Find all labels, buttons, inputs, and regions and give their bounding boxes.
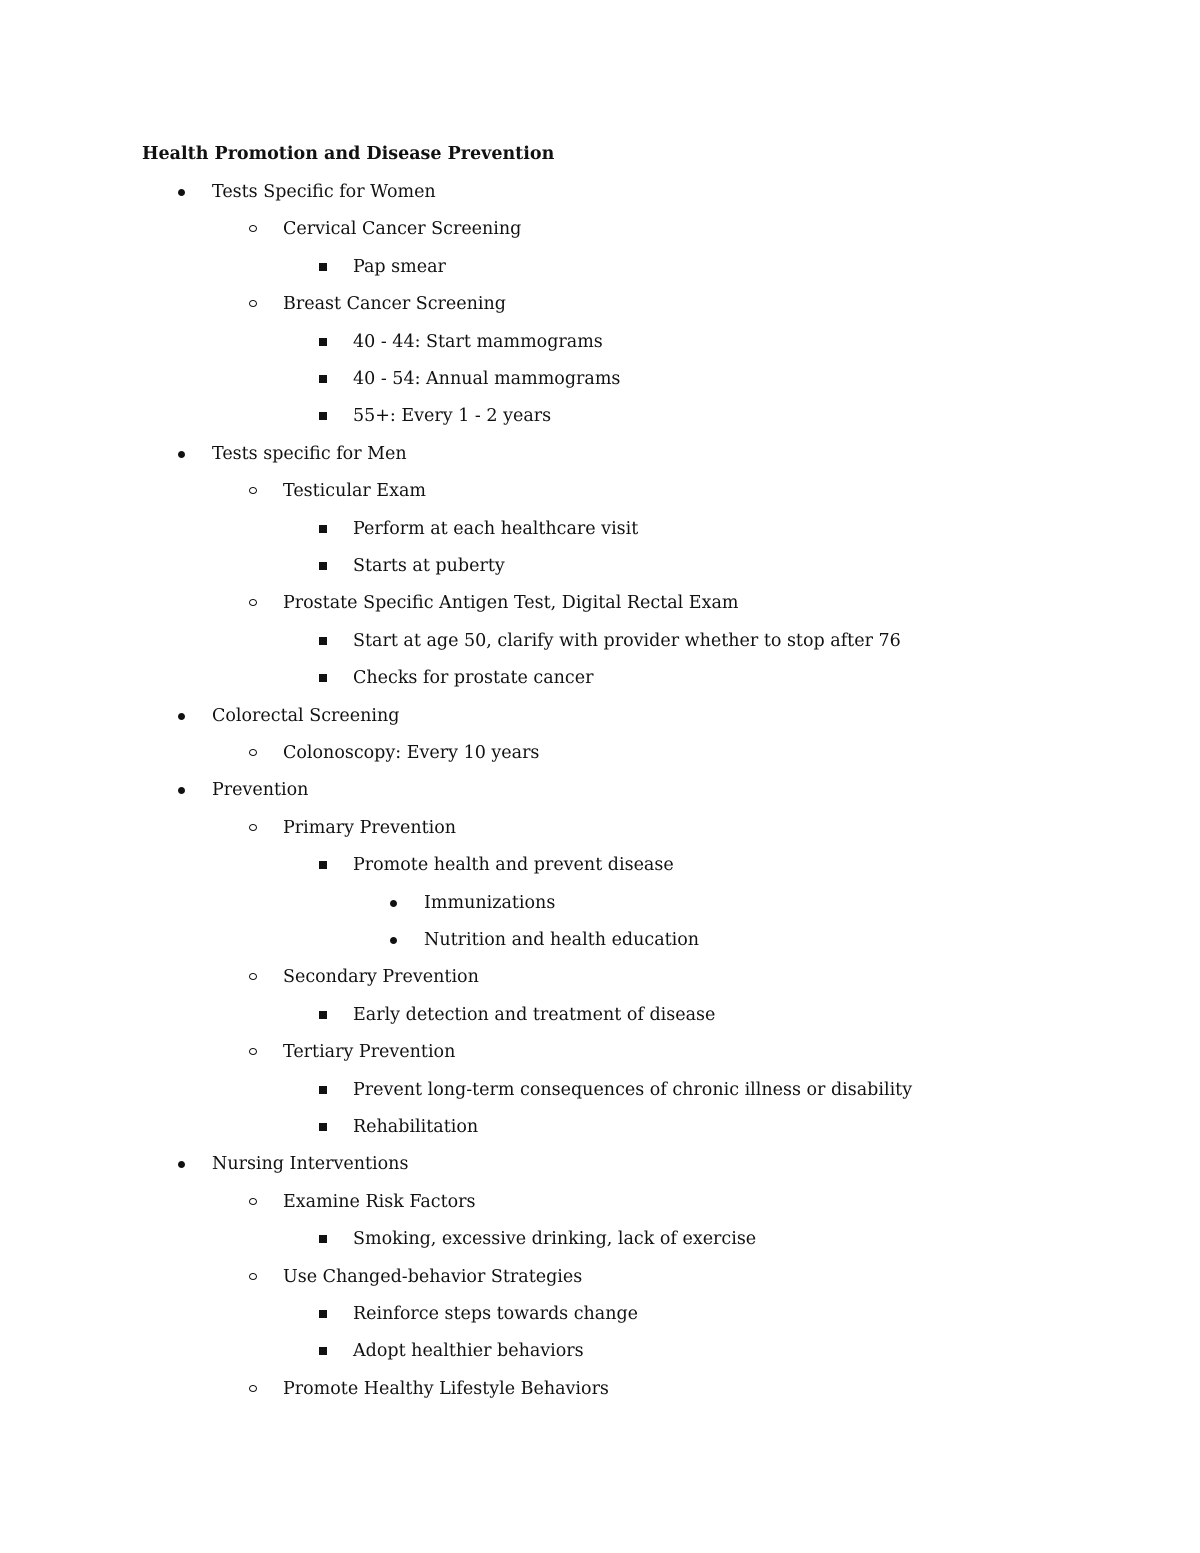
outline-item-level-2	[0, 964, 1200, 990]
square-bullet-icon	[319, 1310, 327, 1318]
outline-item-level-3	[0, 852, 1200, 878]
outline-item-text: 40 - 44: Start mammograms	[353, 331, 603, 352]
hollow-circle-bullet-icon	[249, 973, 257, 980]
hollow-circle-bullet-icon	[249, 749, 257, 756]
outline-item-text: Rehabilitation	[353, 1117, 479, 1137]
outline-item-text: Examine Risk Factors	[283, 1191, 476, 1212]
outline-item-text: Use Changed-behavior Strategies	[283, 1266, 583, 1287]
hollow-circle-bullet-icon	[249, 1273, 257, 1280]
filled-circle-bullet-icon	[390, 900, 397, 907]
outline-item-text: Primary Prevention	[283, 817, 457, 838]
outline-item-text: 40 - 54: Annual mammograms	[353, 369, 621, 389]
outline-item-text: Prostate Specific Antigen Test, Digital Rectal Exam	[283, 593, 739, 614]
hollow-circle-bullet-icon	[249, 1198, 257, 1205]
hollow-circle-bullet-icon	[249, 824, 257, 831]
outline-item-level-3	[0, 516, 1200, 542]
outline-item-text: Prevent long-term consequences of chronic illness or disability	[353, 1079, 913, 1100]
outline-item-level-3	[0, 1077, 1200, 1103]
outline-item-text: Promote health and prevent disease	[353, 855, 674, 876]
filled-circle-bullet-icon	[390, 937, 397, 944]
square-bullet-icon	[319, 562, 327, 570]
outline-item-text: Adopt healthier behaviors	[353, 1341, 584, 1362]
square-bullet-icon	[319, 338, 327, 346]
outline-item-level-3	[0, 254, 1200, 280]
outline-item-text: Colorectal Screening	[212, 705, 400, 726]
outline-item-level-4	[0, 890, 1200, 916]
outline-item-level-2	[0, 478, 1200, 504]
outline-item-level-3	[0, 366, 1200, 392]
hollow-circle-bullet-icon	[249, 300, 257, 307]
square-bullet-icon	[319, 525, 327, 533]
outline-item-level-3	[0, 329, 1200, 355]
square-bullet-icon	[319, 412, 327, 420]
outline-item-level-2	[0, 590, 1200, 616]
outline-item-text: Pap smear	[353, 256, 446, 277]
filled-circle-bullet-icon	[178, 189, 185, 196]
outline-item-level-3	[0, 1002, 1200, 1028]
outline-item-text: Nutrition and health education	[424, 930, 700, 950]
outline-item-level-3	[0, 628, 1200, 654]
outline-item-level-1	[0, 703, 1200, 729]
square-bullet-icon	[319, 861, 327, 869]
hollow-circle-bullet-icon	[249, 1048, 257, 1055]
outline-item-text: Start at age 50, clarify with provider whether to stop after 76	[353, 630, 901, 651]
outline-item-text: Testicular Exam	[283, 481, 426, 502]
outline-item-level-2	[0, 291, 1200, 317]
outline-item-text: Colonoscopy: Every 10 years	[283, 743, 540, 763]
outline-item-text: Checks for prostate cancer	[353, 668, 594, 689]
square-bullet-icon	[319, 637, 327, 645]
outline-item-level-2	[0, 1376, 1200, 1402]
hollow-circle-bullet-icon	[249, 225, 257, 232]
outline-item-text: Tertiary Prevention	[283, 1042, 456, 1063]
outline-item-text: Cervical Cancer Screening	[283, 219, 522, 240]
outline-item-text: Starts at puberty	[353, 556, 505, 576]
hollow-circle-bullet-icon	[249, 487, 257, 494]
outline-item-text: Immunizations	[424, 892, 556, 913]
outline-item-text: Tests specific for Men	[212, 443, 407, 464]
square-bullet-icon	[319, 1011, 327, 1019]
square-bullet-icon	[319, 1347, 327, 1355]
outline-item-level-3	[0, 1226, 1200, 1252]
outline-item-level-3	[0, 553, 1200, 579]
outline-item-level-3	[0, 665, 1200, 691]
outline-item-text: Perform at each healthcare visit	[353, 518, 639, 539]
outline-item-text: Early detection and treatment of disease	[353, 1004, 716, 1025]
outline-item-level-2	[0, 1189, 1200, 1215]
filled-circle-bullet-icon	[178, 713, 185, 720]
outline-item-level-3	[0, 1338, 1200, 1364]
outline-item-text: Smoking, excessive drinking, lack of exercise	[353, 1229, 757, 1250]
document-title: Health Promotion and Disease Prevention	[142, 144, 555, 164]
filled-circle-bullet-icon	[178, 787, 185, 794]
outline-item-level-2	[0, 740, 1200, 766]
filled-circle-bullet-icon	[178, 451, 185, 458]
square-bullet-icon	[319, 674, 327, 682]
outline-item-level-3	[0, 403, 1200, 429]
hollow-circle-bullet-icon	[249, 599, 257, 606]
outline-item-level-1	[0, 441, 1200, 467]
outline-item-level-3	[0, 1301, 1200, 1327]
outline-item-level-4	[0, 927, 1200, 953]
outline-item-text: Reinforce steps towards change	[353, 1304, 639, 1324]
square-bullet-icon	[319, 1123, 327, 1131]
outline-item-text: Breast Cancer Screening	[283, 294, 506, 315]
outline-item-text: 55+: Every 1 - 2 years	[353, 406, 552, 427]
outline-item-text: Promote Healthy Lifestyle Behaviors	[283, 1378, 609, 1399]
outline-item-level-2	[0, 815, 1200, 841]
outline-item-text: Tests Specific for Women	[212, 182, 436, 202]
outline-item-level-1	[0, 777, 1200, 803]
square-bullet-icon	[319, 1086, 327, 1094]
outline-item-level-3	[0, 1114, 1200, 1140]
outline-item-text: Prevention	[212, 780, 309, 801]
outline-item-level-1	[0, 1151, 1200, 1177]
square-bullet-icon	[319, 1235, 327, 1243]
filled-circle-bullet-icon	[178, 1161, 185, 1168]
outline-item-level-1	[0, 179, 1200, 205]
square-bullet-icon	[319, 375, 327, 383]
outline-item-text: Nursing Interventions	[212, 1154, 409, 1175]
outline-item-level-2	[0, 1264, 1200, 1290]
square-bullet-icon	[319, 263, 327, 271]
outline-item-level-2	[0, 1039, 1200, 1065]
outline-item-text: Secondary Prevention	[283, 967, 479, 988]
outline-item-level-2	[0, 216, 1200, 242]
hollow-circle-bullet-icon	[249, 1385, 257, 1392]
